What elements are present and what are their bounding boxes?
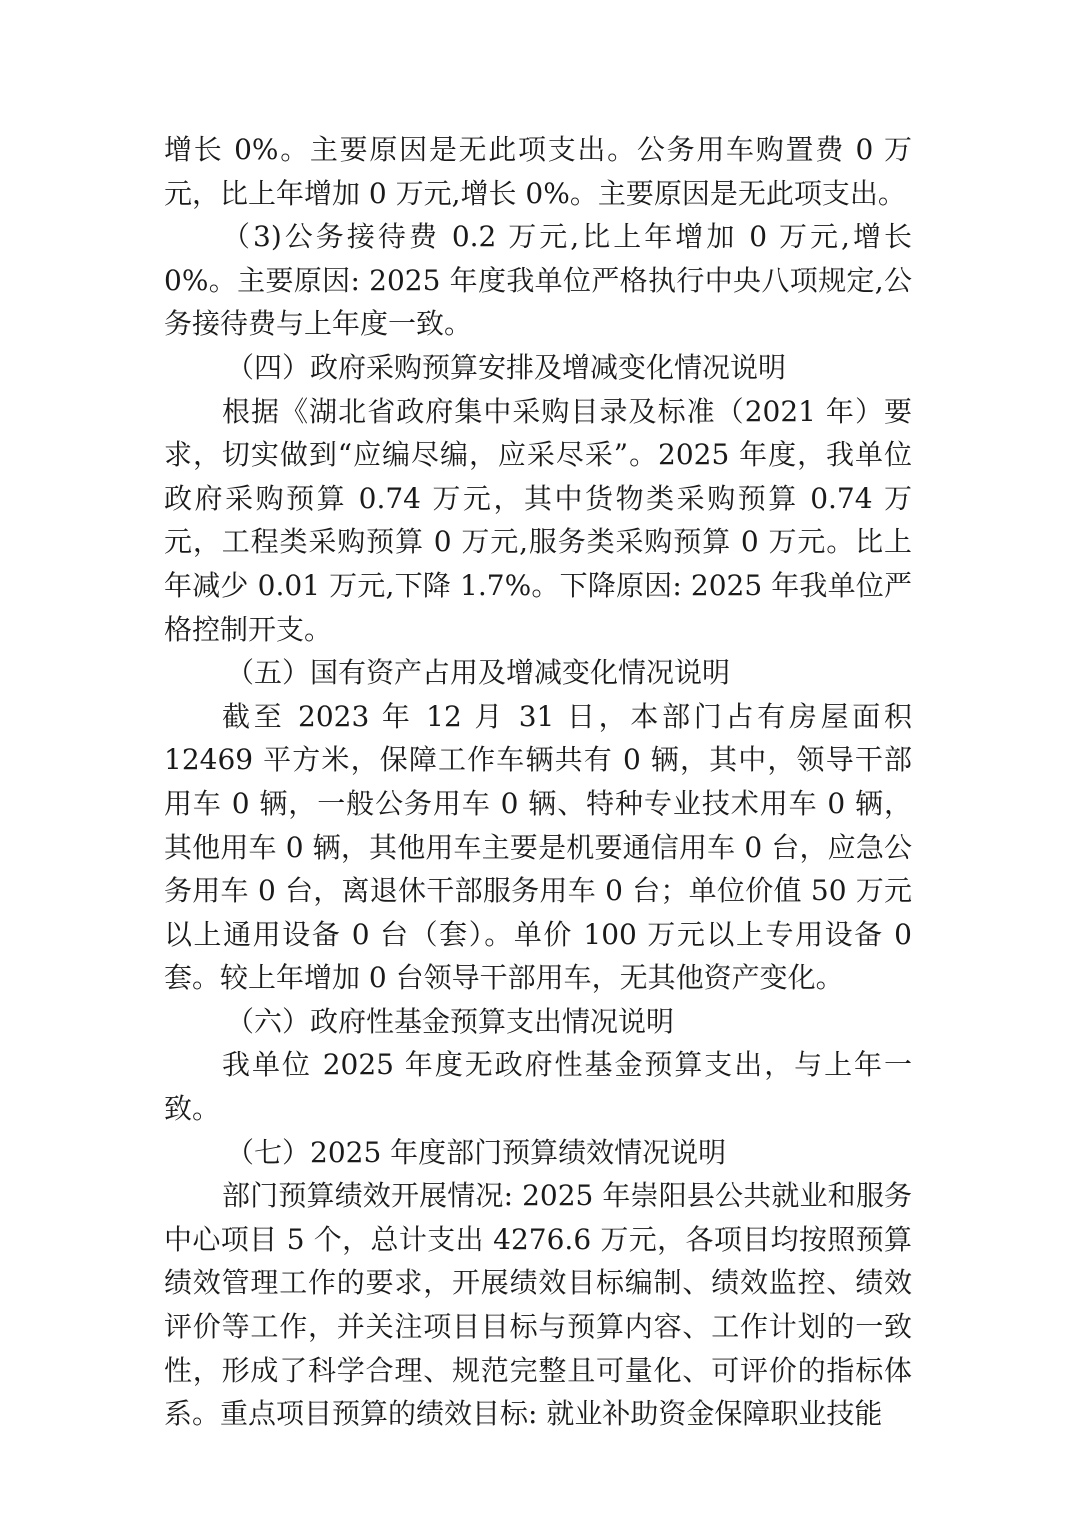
paragraph-procurement: 根据《湖北省政府集中采购目录及标准（2021 年）要求，切实做到“应编尽编，应采尽采”。2025 年度，我单位政府采购预算 0.74 万元，其中货物类采购预算 0.74 万元，工程类采购预算 0 万元,服务类采购预算 0 万元。比上年减少 0.01 万元,下降 1.7%。下降原因: 2025 年我单位严格控制开支。	[164, 394, 912, 646]
heading-procurement: （四）政府采购预算安排及增减变化情况说明	[226, 350, 787, 384]
paragraph-vehicle-purchase: 增长 0%。主要原因是无此项支出。公务用车购置费 0 万元，比上年增加 0 万元,增长 0%。主要原因是无此项支出。	[164, 133, 912, 210]
heading-state-assets: （五）国有资产占用及增减变化情况说明	[226, 656, 731, 690]
paragraph-reception-fee: （3)公务接待费 0.2 万元,比上年增加 0 万元,增长 0%。主要原因: 2025 年度我单位严格执行中央八项规定,公务接待费与上年度一致。	[164, 220, 912, 341]
document-page	[164, 128, 912, 1436]
paragraph-government-fund: 我单位 2025 年度无政府性基金预算支出，与上年一致。	[164, 1048, 912, 1126]
paragraph-performance: 部门预算绩效开展情况: 2025 年崇阳县公共就业和服务中心项目 5 个，总计支出 4276.6 万元，各项目均按照预算绩效管理工作的要求，开展绩效目标编制、绩效监控、绩效评价等工作，并关注项目目标与预算内容、工作计划的一致性，形成了科学合理、规范完整且可量化、可评价的指标体系。重点项目预算的绩效目标: 就业补助资金保障职业技能	[164, 1179, 912, 1431]
paragraph-state-assets: 截至 2023 年 12 月 31 日，本部门占有房屋面积 12469 平方米，保障工作车辆共有 0 辆，其中，领导干部用车 0 辆，一般公务用车 0 辆、特种专业技术用车 0 辆，其他用车 0 辆，其他用车主要是机要通信用车 0 台，应急公务用车 0 台，离退休干部服务用车 0 台；单位价值 50 万元以上通用设备 0 台（套）。单价 100 万元以上专用设备 0 套。较上年增加 0 台领导干部用车，无其他资产变化。	[164, 699, 912, 995]
heading-government-fund: （六）政府性基金预算支出情况说明	[226, 1004, 675, 1038]
heading-performance: （七）2025 年度部门预算绩效情况说明	[226, 1135, 727, 1169]
